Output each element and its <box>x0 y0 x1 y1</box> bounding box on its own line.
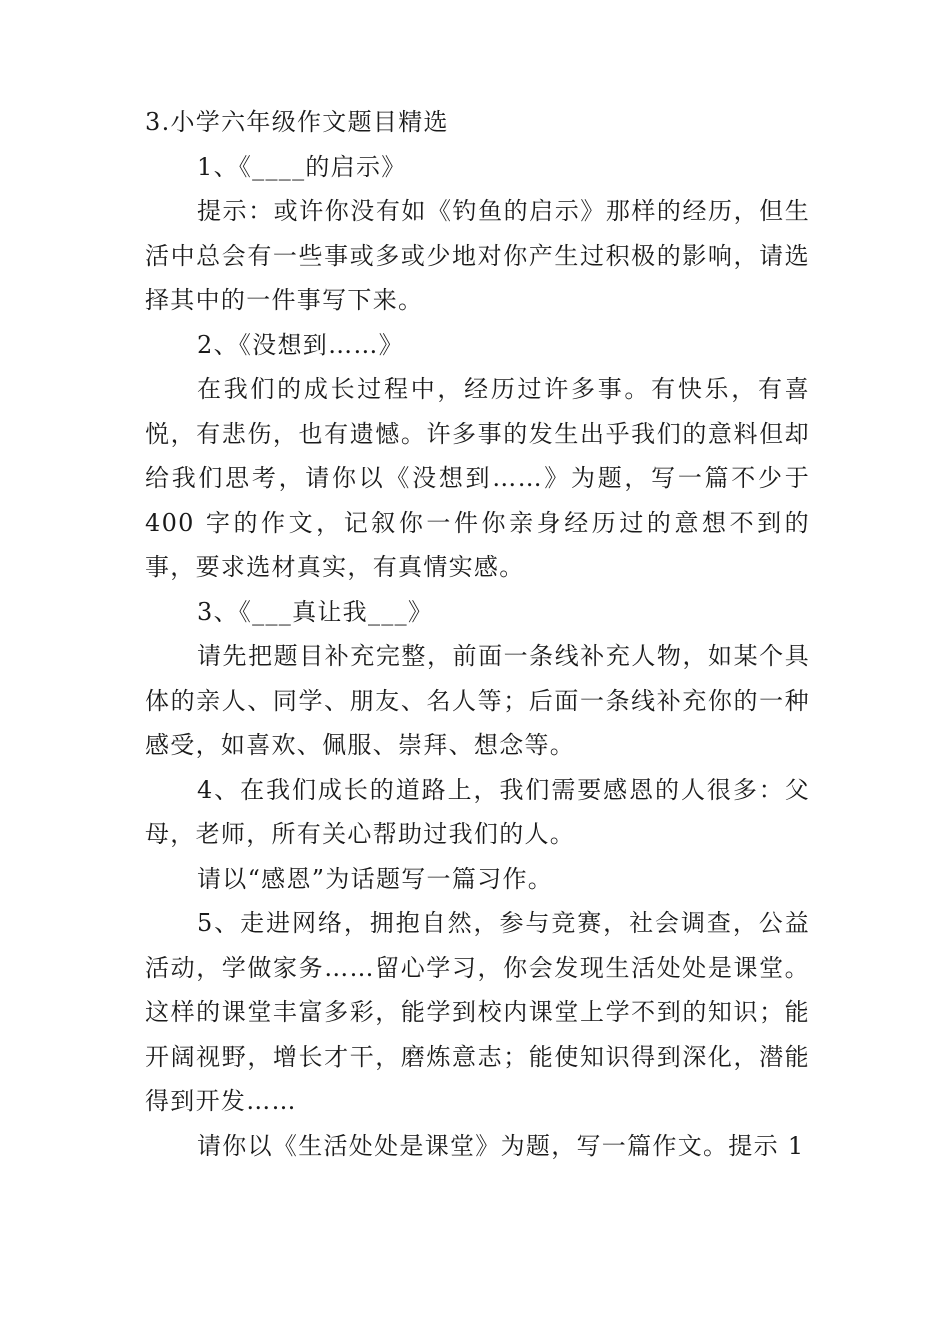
topic-1-title: 1、《____的启示》 <box>197 152 407 181</box>
topic-5-description: 5、走进网络，拥抱自然，参与竞赛，社会调查，公益活动，学做家务……留心学习，你会发现生活处处是课堂。这样的课堂丰富多彩，能学到校内课堂上学不到的知识；能开阔视野，增长才干，磨炼意志；能使知识得到深化，潜能得到开发…… <box>145 909 810 1115</box>
topic-3-description: 请先把题目补充完整，前面一条线补充人物，如某个具体的亲人、同学、朋友、名人等；后面一条线补充你的一种感受，如喜欢、佩服、崇拜、想念等。 <box>145 642 810 759</box>
topic-2-description: 在我们的成长过程中，经历过许多事。有快乐，有喜悦，有悲伤，也有遗憾。许多事的发生出乎我们的意料但却给我们思考，请你以《没想到……》为题，写一篇不少于 400 字的作文，记叙你一件你亲身经历过的意想不到的事，要求选材真实，有真情实感。 <box>145 375 810 581</box>
topic-3-title: 3、《___真让我___》 <box>197 597 434 626</box>
document-body <box>145 100 810 1168</box>
topic-1-hint: 提示：或许你没有如《钓鱼的启示》那样的经历，但生活中总会有一些事或多或少地对你产生过积极的影响，请选择其中的一件事写下来。 <box>145 197 810 314</box>
topic-4-instruction: 请以“感恩”为话题写一篇习作。 <box>197 864 554 893</box>
document-heading: 3.小学六年级作文题目精选 <box>145 108 449 136</box>
topic-5-instruction: 请你以《生活处处是课堂》为题，写一篇作文。提示 1 <box>197 1131 805 1160</box>
topic-4-description: 4、在我们成长的道路上，我们需要感恩的人很多：父母，老师，所有关心帮助过我们的人。 <box>145 775 810 848</box>
topic-2-title: 2、《没想到……》 <box>197 330 404 359</box>
